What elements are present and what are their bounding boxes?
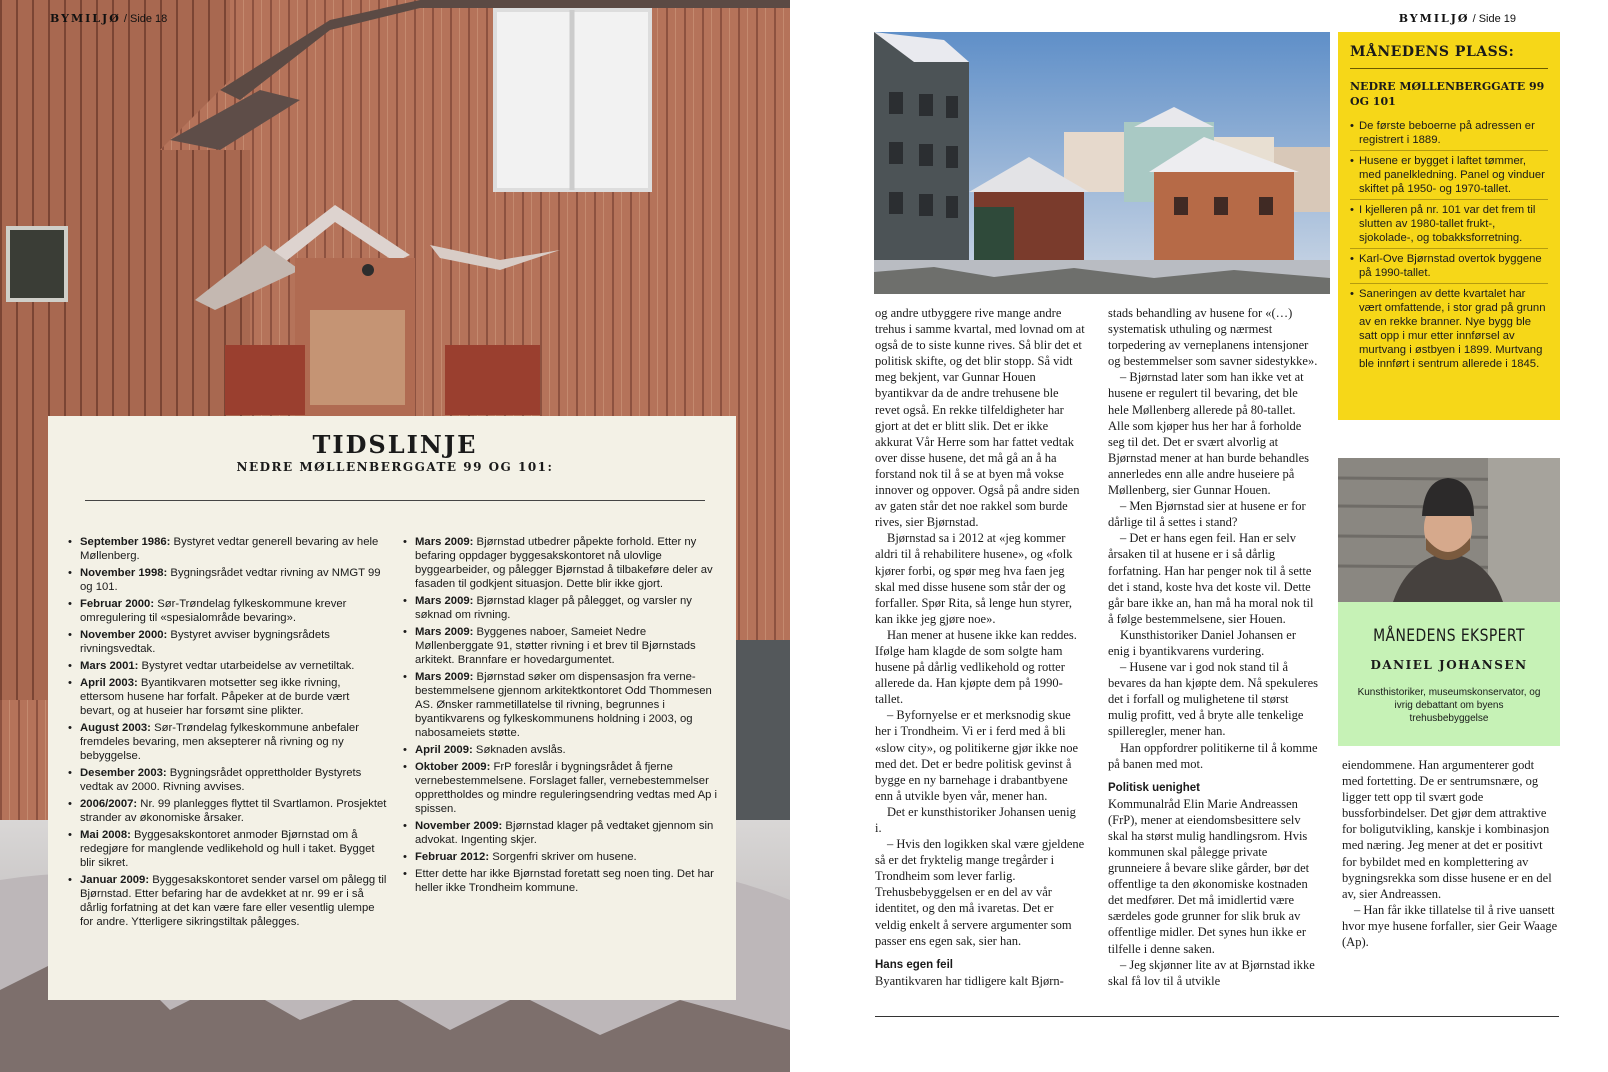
article-subheading: Politisk uenighet — [1108, 781, 1201, 794]
article-paragraph: Kommunalråd Elin Marie Andreassen (FrP), mener at eiendomsbesittere selv skal ha størst mulig handlingsrom. Hvis kommunen skal pålegge private grunneiere å bevare slike gårder, bør det offentlige ta den økonomiske kostnaden det medfører. Det må imidlertid være særdeles gode grunner for slik bruk av offentlige midler. Det synes hun ikke er tilfelle i denne saken. — [1108, 796, 1310, 956]
timeline-date: Mars 2009: — [415, 671, 474, 683]
timeline-date: November 2009: — [415, 820, 503, 832]
article-paragraph: – Husene var i god nok stand til å bevares da han kjøpte dem. Nå spekuleres det i forfall og mulighetene til størst mulig profitt, ved å bryte alle tenkelige spilleregler, mener han. — [1108, 660, 1318, 739]
timeline-date: Mars 2009: — [415, 536, 474, 548]
timeline-date: Januar 2009: — [80, 874, 150, 886]
timeline-date: Desember 2003: — [80, 767, 167, 779]
timeline-text: FrP foreslår i bygningsrådet å fjerne vernebestemmelsene. Forslaget faller, vernebestemmelser opprettholdes og mindre reguleringsendring vedtas med Ap i spissen. — [415, 761, 718, 815]
fact-box-title: MÅNEDENS PLASS: — [1350, 44, 1548, 69]
right-page — [808, 0, 1608, 1072]
timeline-item — [68, 721, 387, 763]
timeline-item — [68, 797, 387, 825]
timeline-text: Sorgenfri skriver om husene. — [489, 851, 637, 863]
timeline-item — [403, 867, 722, 895]
timeline-item — [403, 535, 722, 591]
timeline-box — [48, 416, 736, 1000]
timeline-text: Bystyret vedtar utarbeidelse av vernetiltak. — [138, 660, 355, 672]
timeline-text: Nr. 99 planlegges flyttet til Svartlamon. Prosjektet strander av økonomiske årsaker. — [80, 798, 387, 824]
timeline-text: Bygningsrådet vedtar rivning av NMGT 99 og 101. — [80, 567, 381, 593]
page-number: / Side 18 — [123, 13, 168, 25]
timeline-item — [68, 597, 387, 625]
timeline-column-2 — [403, 535, 722, 932]
timeline-date: Mars 2009: — [415, 626, 474, 638]
article-paragraph: eiendommene. Han argumenterer godt med fortetting. De er sentrumsnære, og ligger tett opp til svært gode bussforbindelser. Det gjør dem attraktive for boligutvikling, kanskje i kombinasjon med næring. Jeg mener at det er positivt for bybildet med en komplettering av bygningsrekka som disse husene er en del av, sier Andreassen. — [1342, 758, 1552, 901]
timeline-text: Sør-Trøndelag fylkeskommune krever omregulering til «spesialområde bevaring». — [80, 598, 347, 624]
timeline-date: Mars 2001: — [80, 660, 139, 672]
timeline-text: Søknaden avslås. — [472, 744, 566, 756]
timeline-text: Bystyret avviser bygningsrådets rivningsvedtak. — [80, 629, 330, 655]
timeline-date: April 2003: — [80, 677, 138, 689]
fact-item: • Karl-Ove Bjørnstad overtok byggene på 1990-tallet. — [1350, 252, 1548, 284]
street-photo — [874, 32, 1330, 294]
article-paragraph: – Byfornyelse er et merksnodig skue her i Trondheim. Vi er i ferd med å bli «slow city», og politikerne gjør ikke noe med det. Det er bedre politisk gevinst å bygge en ny barnehage i drabantbyene enn å utvikle byen vår, mener han. — [875, 708, 1079, 803]
timeline-date: November 1998: — [80, 567, 168, 579]
magazine-brand: BYMILJØ — [50, 12, 121, 25]
article-paragraph: – Men Bjørnstad sier at husene er for dårlige til å settes i stand? — [1108, 499, 1306, 530]
article-paragraph: – Jeg skjønner lite av at Bjørnstad ikke skal få lov til å utvikle — [1108, 957, 1315, 988]
timeline-text: Bjørnstad klager på pålegget, og varsler ny søknad om rivning. — [415, 595, 692, 621]
page-header-right — [1399, 12, 1516, 25]
timeline-text: Byggesakskontoret anmoder Bjørnstad om å redegjøre for manglende vedlikehold og hull i taket. Bygget blir sikret. — [80, 829, 375, 869]
timeline-date: Oktober 2009: — [415, 761, 491, 773]
expert-box — [1338, 602, 1560, 746]
article-paragraph: Han mener at husene ikke kan reddes. Ifølge ham klagde de som solgte ham husene på dårlig vedlikehold og rotter allerede da. Han kjøpte dem på 1990-tallet. — [875, 627, 1077, 707]
timeline-subtitle: NEDRE MØLLENBERGGATE 99 OG 101: — [236, 460, 554, 474]
timeline-item — [403, 760, 722, 816]
timeline-date: April 2009: — [415, 744, 473, 756]
timeline-item — [403, 850, 722, 864]
timeline-text: Bjørnstad søker om dispensasjon fra verne-bestemmelsene gjennom arkitektkontoret Odd Thommesen AS. Ønsker rammetillatelse til rivning, begrunnes i byantikvarens og fylkeskommunens holdning i 2003, og nabosameiets støtte. — [415, 671, 712, 739]
timeline-date: Mars 2009: — [415, 595, 474, 607]
divider — [85, 500, 705, 501]
article-paragraph: – Det er hans egen feil. Han er selv årsaken til at husene er i så dårlig forfatning. Han har penger nok til å sette det i stand, koste hva det koste vil. Dette går bare ikke an, han må ha moral nok til å følge bestemmelsene, sier Houen. — [1108, 531, 1314, 626]
timeline-text: Etter dette har ikke Bjørnstad foretatt seg noen ting. Det har heller ikke Trondheim kommune. — [415, 868, 714, 894]
article-paragraph: – Bjørnstad later som han ikke vet at husene er regulert til bevaring, det ble hele Møllenberg allerede på 80-tallet. Alle som kjøper hus her har å forholde seg til det. Det er svært alvorlig at Bjørnstad mener at han burde behandles annerledes enn alle andre huseiere på Møllenberg, sier Gunnar Houen. — [1108, 370, 1309, 498]
timeline-date: Mai 2008: — [80, 829, 131, 841]
timeline-item — [68, 535, 387, 563]
page-header-left — [50, 12, 167, 25]
timeline-item — [68, 628, 387, 656]
timeline-date: November 2000: — [80, 629, 168, 641]
timeline-item — [68, 659, 387, 673]
timeline-title: TIDSLINJE — [312, 430, 478, 459]
article-subheading: Hans egen feil — [875, 958, 953, 971]
timeline-date: Februar 2000: — [80, 598, 155, 610]
left-page — [0, 0, 790, 1072]
fact-box-subtitle: NEDRE MØLLENBERGGATE 99 OG 101 — [1350, 80, 1545, 108]
timeline-item — [68, 676, 387, 718]
expert-description: Kunsthistoriker, museumskonservator, og ivrig debattant om byens trehusbebyggelse — [1357, 687, 1541, 724]
article-paragraph: stads behandling av husene for «(…) systematisk uthuling og nærmest torpedering av verneplanens intensjoner og bestemmelser som savner sidestykke». — [1108, 306, 1318, 369]
timeline-item — [68, 828, 387, 870]
article-paragraph: Bjørnstad sa i 2012 at «jeg kommer aldri til å rehabilitere husene», og «folk kjører forbi, og spør meg hva faen jeg skal med disse husene som står der og forfaller. Spør Rita, så lenge hun styrer, kan ikke jeg gjøre noe». — [875, 531, 1073, 626]
timeline-text: Sør-Trøndelag fylkeskommune anbefaler fremdeles bevaring, men aksepterer nå rivning og ny bebyggelse. — [80, 722, 359, 762]
timeline-text: Bystyret vedtar generell bevaring av hele Møllenberg. — [80, 536, 379, 562]
timeline-date: 2006/2007: — [80, 798, 138, 810]
timeline-date: August 2003: — [80, 722, 151, 734]
fact-list — [1350, 119, 1548, 374]
magazine-brand: BYMILJØ — [1398, 12, 1470, 25]
fact-item: • De første beboerne på adressen er registrert i 1889. — [1350, 119, 1548, 151]
fact-item: • Saneringen av dette kvartalet har vært omfattende, i stor grad på grunn av en rekke branner. Nye bygg ble satt opp i mur etter innførsel av murtvang i østbyen i 1899. Murtvang ble innført i sentrum allerede i 1845. — [1350, 287, 1548, 374]
timeline-text: Bjørnstad utbedrer påpekte forhold. Etter ny befaring oppdager byggesakskontoret nå ulovlige byggearbeider, og pålegger Bjørnstad å tilbakeføre deler av fasaden til godkjent situasjon. Dette blir ikke gjort. — [415, 536, 713, 590]
page-number: / Side 19 — [1472, 13, 1516, 25]
timeline-text: Byggenes naboer, Sameiet Nedre Møllenberggate 91, støtter rivning i et brev til Bjørnstads arkitekt. Brannfare er hovedargumentet. — [415, 626, 696, 666]
expert-name: DANIEL JOHANSEN — [1370, 658, 1528, 672]
article-paragraph: Det er kunsthistoriker Johansen uenig i. — [875, 804, 1076, 835]
fact-item: • I kjelleren på nr. 101 var det frem til slutten av 1980-tallet frukt-, sjokolade-, og tobakksforretning. — [1350, 203, 1548, 249]
timeline-item — [68, 766, 387, 794]
article-column-2 — [1108, 305, 1318, 989]
article-paragraph: Han oppfordrer politikerne til å komme på banen med mot. — [1108, 740, 1318, 771]
timeline-text: Byggesakskontoret sender varsel om pålegg til Bjørnstad. Etter befaring har de avdekket at nr. 99 er i så dårlig forfatning at det kan være fare eller vesentlig ulempe for andre. Ytterligere sikringstiltak pålegges. — [80, 874, 387, 928]
timeline-item — [403, 594, 722, 622]
timeline-item — [403, 743, 722, 757]
timeline-item — [403, 625, 722, 667]
divider — [875, 1016, 1559, 1017]
timeline-item — [403, 819, 722, 847]
article-paragraph: – Hvis den logikken skal være gjeldene så er det fryktelig mange tregårder i Trondheim som lever farlig. Trehusbebyggelsen er en del av vår identitet, og den må ivaretas. Det er veldig enkelt å servere argumenter som passer ens egen sak, sier han. — [875, 837, 1085, 948]
article-column-1 — [875, 305, 1085, 989]
timeline-date: Februar 2012: — [415, 851, 490, 863]
fact-box — [1338, 32, 1560, 420]
article-paragraph: Kunsthistoriker Daniel Johansen er enig i byantikvarens vurdering. — [1108, 627, 1297, 658]
timeline-column-1 — [68, 535, 387, 932]
timeline-date: September 1986: — [80, 536, 171, 548]
article-paragraph: Byantikvaren har tidligere kalt Bjørn- — [875, 973, 1064, 988]
timeline-item — [68, 566, 387, 594]
article-paragraph: og andre utbyggere rive mange andre trehus i samme kvartal, med lovnad om at også de to siste kunne rives. Så blir det et politisk skifte, og det blir stopp. Så vidt meg bekjent, var Gunnar Houen byantikvar da de andre trehusene ble revet også. En rekke tilfeldigheter har gjort at det er blitt slik. Det er ikke akkurat Vår Herre som har fattet vedtak over disse husene, det må gå an å ha forstand nok til å se at byen må vokse innover og oppover. Også på andre siden av gaten står det noe rakkel som burde rives, sier Bjørnstad. — [875, 306, 1085, 530]
timeline-text: Bjørnstad klager på vedtaket gjennom sin advokat. Ingenting skjer. — [415, 820, 714, 846]
timeline-text: Bygningsrådet opprettholder Bystyrets vedtak av 2000. Rivning avvises. — [80, 767, 362, 793]
fact-item: • Husene er bygget i laftet tømmer, med panelkledning. Panel og vinduer skiftet på 1950- og 1970-tallet. — [1350, 154, 1548, 200]
expert-portrait — [1338, 458, 1560, 602]
expert-title: MÅNEDENS EKSPERT — [1373, 626, 1525, 646]
timeline-item — [68, 873, 387, 929]
article-paragraph: – Han får ikke tillatelse til å rive uansett hvor mye husene forfaller, sier Geir Waage (Ap). — [1342, 902, 1558, 950]
timeline-item — [403, 670, 722, 740]
timeline-text: Byantikvaren motsetter seg ikke rivning, ettersom husene har forfalt. Påpeker at de burde vært bevart, og at huseier har forsømt sine plikter. — [80, 677, 350, 717]
article-column-3 — [1342, 757, 1558, 950]
